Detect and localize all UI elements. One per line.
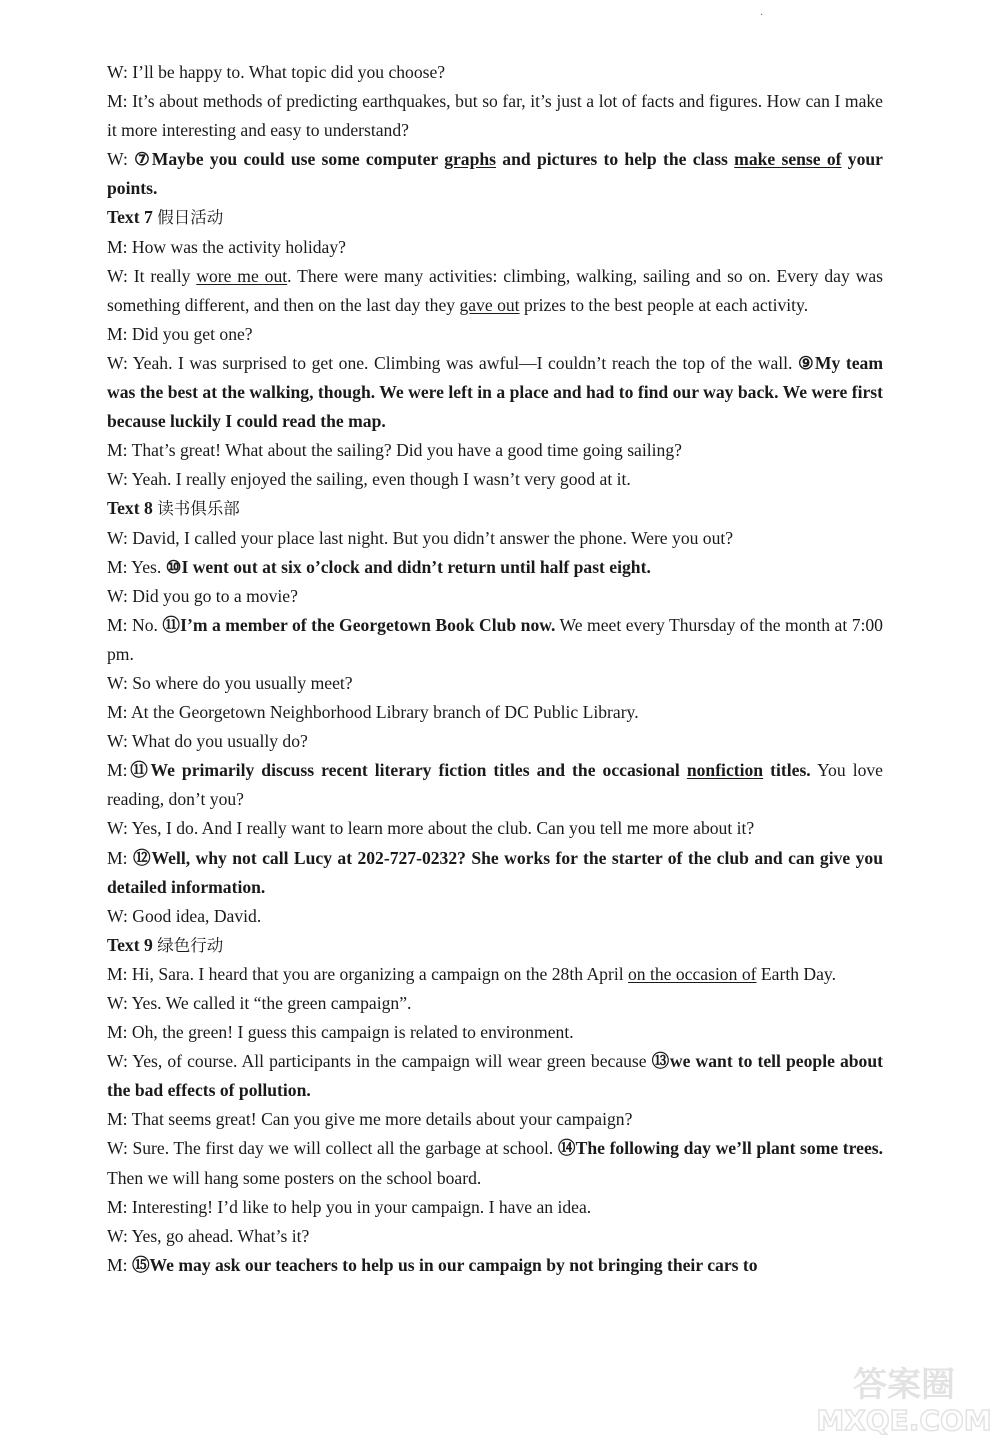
bold-answer-text: and pictures to help the class	[496, 149, 735, 170]
dialogue-line	[107, 814, 883, 843]
dialogue-line	[107, 1018, 883, 1047]
text-segment: M:	[107, 760, 128, 781]
watermark-bottom: MXQE.COM	[816, 1404, 992, 1436]
dialogue-line	[107, 1193, 883, 1222]
bold-answer-text: ⑭The following day we’ll plant some trees.	[557, 1138, 883, 1159]
dialogue-line	[107, 669, 883, 698]
text-segment: M: No.	[107, 614, 163, 635]
text-segment: W: Yes, of course. All participants in the campaign will wear green because	[107, 1051, 652, 1072]
dialogue-line	[107, 436, 883, 465]
document-body	[107, 58, 883, 1280]
bold-answer-text: ⑪I’m a member of the Georgetown Book Club now.	[162, 614, 556, 635]
bold-answer-text: ⑪We primarily discuss recent literary fiction titles and the occasional	[127, 760, 687, 781]
bold-answer-text: titles.	[763, 760, 811, 781]
text-segment: W: It really	[107, 265, 197, 286]
bold-answer-text: ⑬we want to tell people about the bad effects of pollution.	[107, 1051, 883, 1101]
dialogue-line	[107, 553, 883, 582]
dialogue-line	[107, 349, 883, 436]
dialogue-line	[107, 902, 883, 931]
underlined-phrase: graphs	[444, 149, 497, 170]
bold-answer-text: ⑨My team was the best at the walking, though. We were left in a place and had to find our way back. We were first because luckily I could read the map.	[107, 352, 884, 432]
dialogue-line	[107, 1222, 883, 1251]
text-segment: M: It’s about methods of predicting earthquakes, but so far, it’s just a lot of facts and figures. How can I make it more interesting and easy to understand?	[107, 91, 883, 141]
dialogue-line	[107, 262, 883, 320]
dialogue-line	[107, 87, 883, 145]
text-segment: W: David, I called your place last night. But you didn’t answer the phone. Were you out?	[107, 527, 734, 548]
dialogue-line	[107, 960, 883, 989]
dialogue-line	[107, 524, 883, 553]
bold-answer-text: Text 8	[107, 498, 158, 519]
dialogue-line	[107, 1134, 883, 1192]
text-segment: 假日活动	[157, 208, 224, 228]
text-segment: We meet every Thursday of the month at 7:00 pm.	[107, 614, 883, 664]
dialogue-line	[107, 233, 883, 262]
text-segment: W: What do you usually do?	[107, 731, 308, 752]
dialogue-line	[107, 582, 883, 611]
bold-answer-text: ⑮We may ask our teachers to help us in our campaign by not bringing their cars to	[131, 1254, 758, 1275]
section-heading	[107, 494, 883, 523]
dialogue-line	[107, 145, 883, 203]
bold-answer-text: your points.	[107, 149, 883, 199]
dialogue-line	[107, 698, 883, 727]
text-segment: M: Interesting! I’d like to help you in your campaign. I have an idea.	[107, 1196, 592, 1217]
text-segment: W: I’ll be happy to. What topic did you choose?	[107, 62, 446, 82]
text-segment: 读书俱乐部	[157, 499, 240, 519]
dialogue-line	[107, 465, 883, 494]
text-segment: M:	[107, 1254, 132, 1275]
watermark-logo	[814, 1360, 994, 1436]
text-segment: W: Yes, go ahead. What’s it?	[107, 1225, 310, 1246]
text-segment: W: Good idea, David.	[107, 905, 262, 926]
text-segment: W: Did you go to a movie?	[107, 585, 298, 606]
underlined-phrase: gave out	[459, 294, 520, 315]
text-segment: You love reading, don’t you?	[107, 760, 883, 810]
text-segment: W: Sure. The first day we will collect all the garbage at school.	[107, 1138, 558, 1159]
text-segment: W: Yeah. I was surprised to get one. Climbing was awful—I couldn’t reach the top of the wall.	[107, 352, 799, 373]
text-segment: W: Yeah. I really enjoyed the sailing, even though I wasn’t very good at it.	[107, 469, 631, 490]
dialogue-line	[107, 1251, 883, 1280]
bold-answer-text: ⑦Maybe you could use some computer	[134, 149, 445, 170]
dialogue-line	[107, 611, 883, 669]
text-segment: 绿色行动	[157, 935, 224, 955]
dialogue-line	[107, 756, 883, 814]
text-segment: . There were many activities: climbing, walking, sailing and so on. Every day was something different, and then on the last day they	[107, 265, 883, 315]
watermark-top: 答案圈	[853, 1365, 955, 1405]
dialogue-line	[107, 844, 883, 902]
text-segment: Then we will hang some posters on the school board.	[107, 1167, 482, 1188]
dialogue-line	[107, 727, 883, 756]
dialogue-line	[107, 989, 883, 1018]
text-segment: W: So where do you usually meet?	[107, 672, 353, 693]
dialogue-line	[107, 320, 883, 349]
section-heading	[107, 203, 883, 232]
text-segment: M: At the Georgetown Neighborhood Library branch of DC Public Library.	[107, 702, 639, 723]
bold-answer-text: Text 9	[107, 934, 158, 955]
dialogue-line	[107, 1105, 883, 1134]
underlined-phrase: make sense of	[734, 149, 842, 170]
text-segment: M: Hi, Sara. I heard that you are organizing a campaign on the 28th April	[107, 963, 628, 984]
text-segment: W: Yes, I do. And I really want to learn more about the club. Can you tell me more about it?	[107, 818, 755, 839]
underlined-phrase: wore me out	[196, 265, 288, 286]
bold-answer-text: ⑩I went out at six o’clock and didn’t return until half past eight.	[165, 556, 651, 577]
text-segment: M: That seems great! Can you give me more details about your campaign?	[107, 1109, 633, 1130]
bold-answer-text: ⑫Well, why not call Lucy at 202-727-0232? She works for the starter of the club and can give you detailed information.	[107, 847, 883, 897]
underlined-phrase: nonfiction	[686, 760, 764, 781]
text-segment: M: Did you get one?	[107, 323, 253, 344]
text-segment: Earth Day.	[756, 963, 836, 984]
underlined-phrase: on the occasion of	[628, 963, 757, 984]
page-mark: ·	[760, 10, 764, 21]
text-segment: prizes to the best people at each activity.	[519, 294, 809, 315]
section-heading	[107, 931, 883, 960]
text-segment: W:	[107, 149, 135, 170]
bold-answer-text: Text 7	[107, 207, 158, 228]
text-segment: M:	[107, 847, 133, 868]
text-segment: M: How was the activity holiday?	[107, 236, 346, 257]
dialogue-line	[107, 58, 883, 87]
text-segment: M: Yes.	[107, 556, 166, 577]
dialogue-line	[107, 1047, 883, 1105]
text-segment: M: Oh, the green! I guess this campaign is related to environment.	[107, 1022, 574, 1043]
text-segment: M: That’s great! What about the sailing? Did you have a good time going sailing?	[107, 440, 682, 461]
text-segment: W: Yes. We called it “the green campaign”.	[107, 993, 412, 1013]
